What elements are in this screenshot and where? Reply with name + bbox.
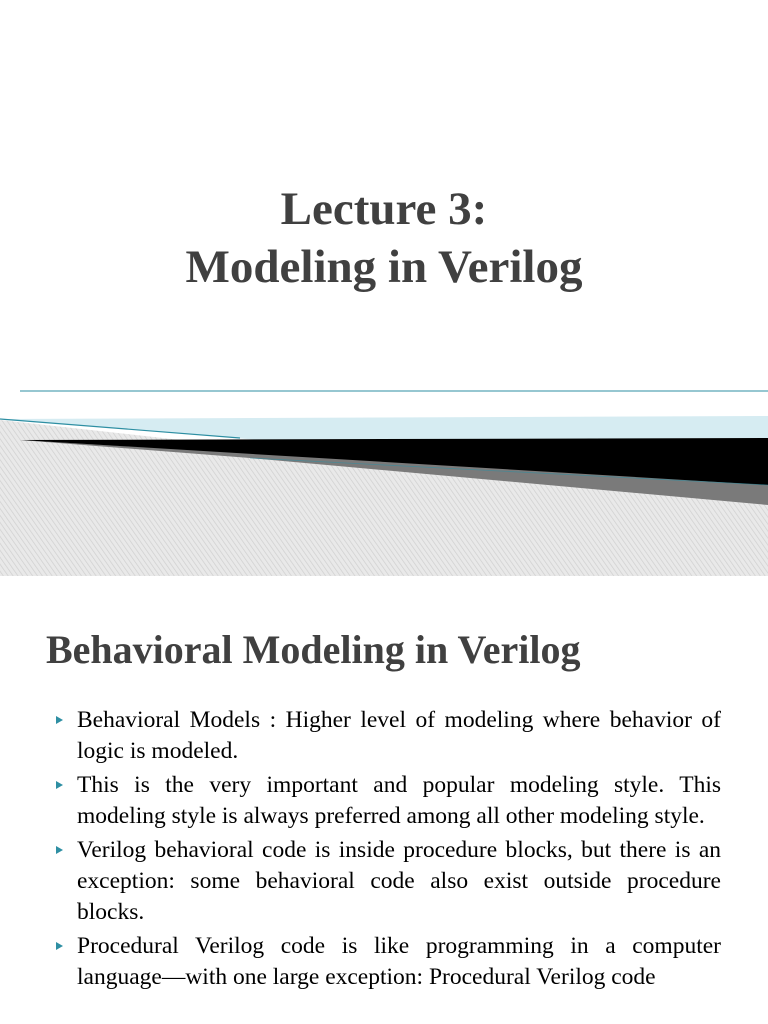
bullet-arrow-icon [56,846,63,854]
bullet-arrow-icon [56,781,63,789]
slide-title: Behavioral Modeling in Verilog [46,627,581,672]
title-line-1: Lecture 3: [280,183,488,235]
title-line-2: Modeling in Verilog [185,241,583,293]
bullet-item [46,931,721,993]
bullet-text: Procedural Verilog code is like programming in a computer language—with one large exception: Procedural Verilog code [77,933,721,990]
bullet-text: This is the very important and popular modeling style. This modeling style is always preferred among all other modeling style. [77,772,721,829]
bullet-text: Behavioral Models : Higher level of modeling where behavior of logic is modeled. [77,707,721,764]
bullet-item [46,770,721,832]
bullet-list [46,705,721,996]
content-slide [0,576,768,1024]
bullet-arrow-icon [56,716,63,724]
bullet-text: Verilog behavioral code is inside procedure blocks, but there is an exception: some behavioral code also exist outside procedure blocks. [77,837,721,925]
bullet-arrow-icon [56,942,63,950]
bullet-item [46,705,721,767]
bullet-item [46,835,721,928]
